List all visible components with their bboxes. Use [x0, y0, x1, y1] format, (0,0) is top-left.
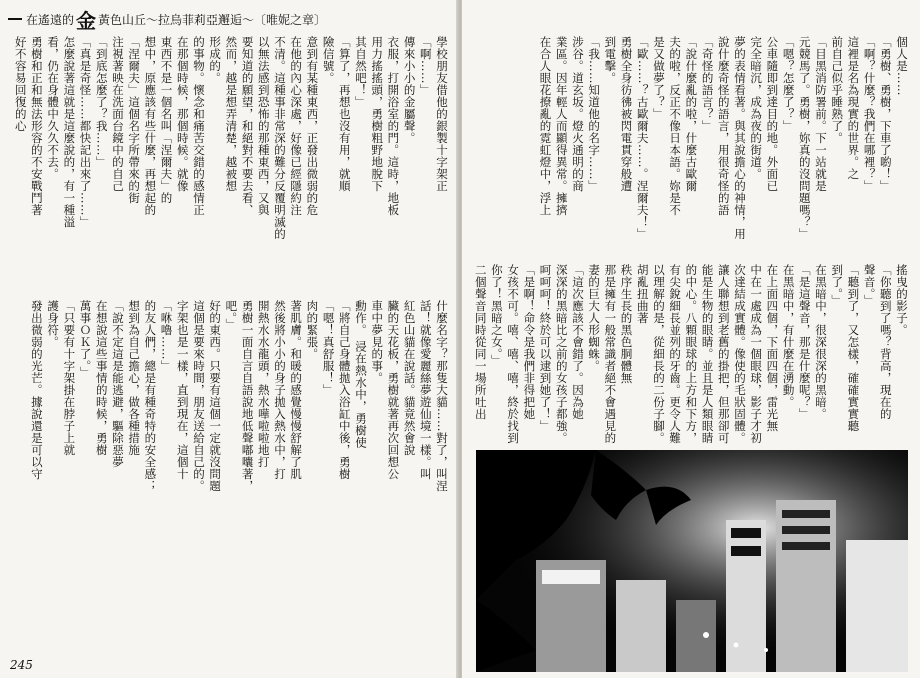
left-bottom-text — [10, 300, 450, 656]
right-middle-text — [472, 264, 910, 444]
left-top-paragraphs: 學校朋友借他的銀製十字架正 「啊……」 傳來小小的金屬聲。 衣服，打開浴室的門。這時，地板 用力搖搖頭，勇樹粗野地脫下 其自然吧！」 「算了，再想也沒有用，就順 險信號。 意到有某種東西，正發出微弱的危 在他的內心深處，好像已經隱約注 不清。這種事非常深的難分反覆明滅的 以無法感到恐怖的那種東西，又與 要知道的願望，和絕對不要去看、 然而，越是想弄清楚，越被想 形成的。 的事物。懷念和痛苦交錯的感情正 在那個時候，那個時候。就像 東西不是一個名叫「涅爾夫」的 想中，原應該有些什麼，再想起的 「涅爾夫」這個名字所帶來的街 注視著映在洗面台鏡中的自己 「到底怎麼了？我……」 「真是奇怪……都快記出來了……」 怎麼說著這就是這麼說的，有一種溢 看，仍在身體中久久不去。 勇樹和正和無法形容的不安戰鬥著 好不容易回復的心 — [13, 36, 449, 240]
page-number: 245 — [10, 658, 33, 672]
left-top-text — [10, 36, 450, 294]
header-prefix: 在遙遠的 — [26, 12, 75, 27]
right-page — [462, 0, 920, 678]
right-top-text — [472, 36, 910, 258]
running-header — [8, 8, 448, 33]
illustration-svg — [476, 450, 908, 672]
header-chapter: 〔唯妮之章〕 — [254, 12, 327, 27]
right-middle-paragraphs: 搖曳的影子。 「你聽到了嗎？背高，現在的 聲音。」 「聽到了，又怎樣，確確實實聽 到了。」 在黑暗中，很深很深的黑暗。 「是這聲音，那是什麼呢？」 在黑暗中，有什麼在湧動。 在上面四個，下面四個，雷光無 中在一處成為一個眼球，影子才初 次達結成實體。像使的毛狀固體。 讓人聯想到老舊的掛把，但那卻可 能是生物的眼睛。並且是人類眼睛 的中心。八顆眼球的上方和下方， 有尖銳細長並列的牙齒。更令人難 以理解的是，從細長的二份子腳。胡亂扭曲著 秩序生長的黑色胴體無 那是擁有一般常識者絕不會遇見的 妻的巨大人形蜘蛛。 「這次應該不會錯了。因為她 深深的黑暗比之前的女孩子都強。 呵呵呵！終於可以逮到她了！」 「是啊！命令是我們非得把她 女孩不可。嘻、嘻、嘻，終於找到 你了！黑暗之女。」 二個聲音同時從同一場所吐出 — [473, 264, 909, 444]
city-night-illustration — [476, 450, 908, 672]
header-rule — [8, 18, 22, 20]
header-gold-char: 金 — [76, 8, 97, 33]
left-page — [0, 0, 458, 678]
header-title: 黃色山丘～拉烏菲莉亞邂逅～ — [98, 12, 255, 27]
left-bottom-paragraphs: 什麼名字？那隻大貓……對了，叫涅 話！就像愛麗絲夢遊仙境一樣。叫 紅色山貓在說話。貓竟然會說 臟的天花板，勇樹就著再次回想公 車中夢見的事。 勳作。 浸在熱水中，勇樹使 「將自己身體拋入浴缸中後，勇樹 「嗯！真舒服！」 肉的緊張。 著肌膚。和暖的感覺慢慢舒解了肌 然後將小小的身子拋入熱水中，打 開熱水水龍頭，熱水嘩啦啦地打 勇樹一面自言自語說地低聲嘟囔著， 吧。」 好的東西。只要有這個一定就沒問題 這個是要來時間，朋友送給自己的。 字架也是一樣，直到現在，這個十 「咻嚕……」 的友人們，總是有種奇特的安全感； 想到為自己擔心，做各種措施 「說不定這是能逃避，驅除惡夢 在想說這些事情的時候，勇樹 萬事ＯＫ了。」 「只要有十字架掛在脖子上就 護身符。 發出微弱的光芒。據說還是可以守 — [29, 300, 449, 492]
right-top-paragraphs: 個人是…… 「勇樹、勇樹，下車了喲！」 「啊？什麼？我們在哪裡？」 這裡是名為現實的世界。之 前自己似乎睡熟了。 「目黑消防署前。下一站就是 元競馬了。勇樹，妳真的沒問題嗎？」 「嗯？怎麼了？」 公車隨即到達目的地。外面已 完全暗沉，成為夜的街道。 夢的表情看著。與其說擔心的神情，用 說什麼奇怪的語言，用很奇怪的語 「奇怪的語言？」 「說什麼亂的啦，什麼古歐爾 夫的啦，反正不像日本語。妳是不 是又做夢了？」 「歐……？古歐爾夫……。涅爾夫！」 勇樹全身彷彿被閃電貫穿般遭 到電擊。 「我……知道他的名字……」 涉谷。道玄坂。燈火通明的商 業區。因年輕人而顯得異常。擁擠 在合人眼花撩亂的霓虹燈中，浮上 — [538, 36, 909, 240]
